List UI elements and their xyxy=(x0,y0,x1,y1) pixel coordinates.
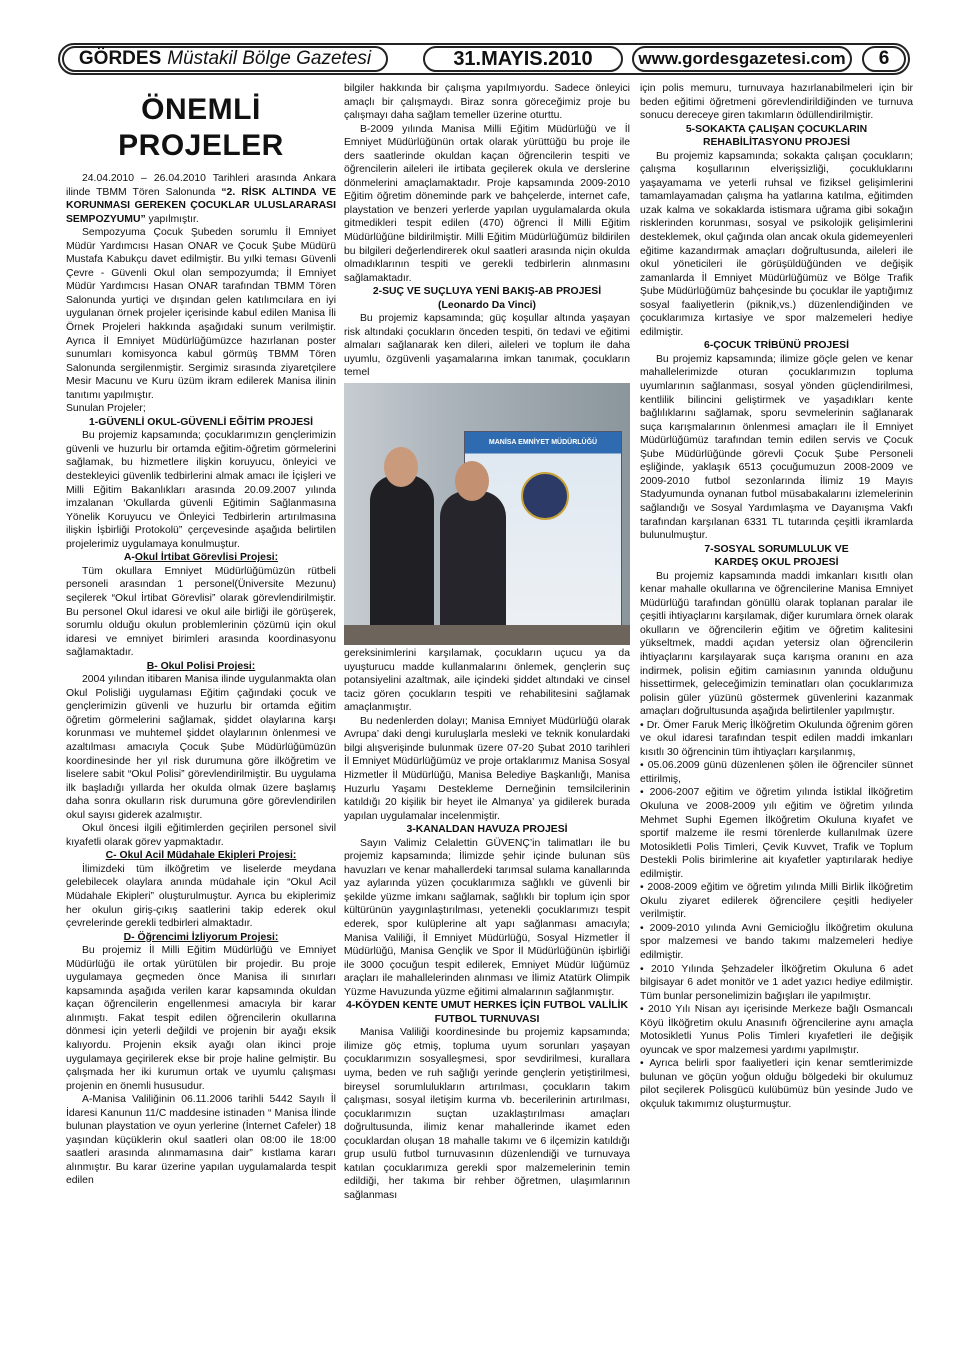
poster-title: MANİSA EMNİYET MÜDÜRLÜĞÜ xyxy=(488,439,598,447)
subsection-heading xyxy=(66,551,336,565)
section-heading: 5-SOKAKTA ÇALIŞAN ÇOCUKLARIN REHABİLİTASYONU PROJESİ xyxy=(685,123,868,149)
person-left xyxy=(370,475,434,645)
paragraph: Bu nedenlerden dolayı; Manisa Emniyet Müdürlüğü olarak Avrupa’ daki dengi kuruluşlarla mesleki ve teknik konulardaki bilgi alışverişinde bulunmak üzere 07-20 Şubat 2010 tarihleri İl Emniyet Müdürlüğümüz ve proje ortaklarımız Manisa Sosyal Hizmetler İl Müdürlüğü, Manisa Belediye Başkanlığı, Manisa Huzurlu Yaşamı Destekleme Derneğinin temsilcilerinin katıldığı 20 kişilik bir heyet ile Almanya’ ya gidilerek burada yapılan uygulamalar incelenmiştir. xyxy=(344,715,630,822)
paragraph: B-2009 yılında Manisa Milli Eğitim Müdürlüğü ve İl Emniyet Müdürlüğünün ortak olarak yürüttüğü bu proje ile ders saatlerinde okuldan kaçan öğrencilerin tespiti ve öğrencilerin aileleri ile irtibata geçilerek okula ve derslerine dönmelerini amaçlamaktadır. Proje kapsamında 2009-2010 Eğitim öğretim döneminde park ve bahçelerde, internet cafe, playstation ve benzeri yerlerde yapılan uygulamalarda okula gitmedikleri tespit edilen (470) öğrenci İl Milli Eğitim Müdürlüğüne bildirilmiştir. Milli Eğitim Müdürlüğümüz bildirilen bu bilgileri değerlendirerek okul saatleri arasında niçin okulda olmadıklarının tespiti ve gerekli tedbirlerin alınmasını sağlamaktadır. xyxy=(344,123,630,284)
subsection-letter: C- xyxy=(105,850,117,862)
issue-date: 31.MAYIS.2010 xyxy=(423,46,623,72)
paragraph: İlimizdeki tüm ilköğretim ve liselerde meydana gelebilecek olaylara anında müdahale için “Okul Acil Müdahale Ekipleri” oluşturulmuştur. Ayrıca bu ekiplerimiz her okulun giriş-çıkış saatlerini takip ederek okul çevrelerinde gerekli tedbirleri almaktadır. xyxy=(66,863,336,930)
subsection-title: Okul Acil Müdahale Ekipleri Projesi: xyxy=(116,850,297,862)
paragraph: Bu projemiz kapsamında; çocuklarımızın gençlerimizin güvenli ve huzurlu bir ortamda eğitim-öğretim görmelerini sağlamak, bu hizmetlere ilişkin koruyucu, önleyici ve destekleyici güvenlik tedbirlerini almak amacı ile İçişleri ve Milli Eğitim Bakanlıkları arasında 20.09.2007 yılında imzalanan ‘Okullarda güvenli Eğitimin Sağlanmasına Yönelik Koruyucu ve Önleyici Tedbirlerin artırılmasına ilişkin İşbirliği Protokolü” çerçevesinde aşağıda belirtilen projelerimiz uygulamaya konulmuştur. xyxy=(66,430,336,550)
section-heading: 4-KÖYDEN KENTE UMUT HERKES İÇİN FUTBOL VALİLİK FUTBOL TURNUVASI xyxy=(346,1000,628,1025)
police-emblem-icon xyxy=(521,472,569,520)
paragraph: Tüm okullara Emniyet Müdürlüğümüzün rütbeli personeli arasından 1 personel(Üniversite Mezunu) seçilerek “Okul İrtibat Görevlisi” olarak görevlendirilmiştir. Bu personel Okul idaresi ve okul aile birliği ile görüşerek, sorumlu olduğu okulun problemlerinin çözümü için okul idaresi ve emniyet birimleri arasında koordinasyonu sağlamaktadır. xyxy=(66,565,336,659)
subsection-letter: D- xyxy=(123,931,135,943)
bullet-item: • Dr. Ömer Faruk Meriç İlköğretim Okulunda öğrenim gören ve okul idaresi tarafından tespit edilen maddi imkanları kısıtlı 30 öğrencinin tüm ihtiyaçları karşılanmış, xyxy=(640,719,913,758)
subsection-title: Okul İrtibat Görevlisi Projesi: xyxy=(134,552,279,564)
subsection-letter: A- xyxy=(123,552,135,564)
paragraph: için polis memuru, turnuvaya hazırlanabilmeleri için bir beden eğitimi öğretmeni görevlendirildiğinden ve turnuva sonucu dereceye giren takımların ödüllendirilmiştir. xyxy=(640,83,913,122)
person-right xyxy=(440,491,506,645)
masthead xyxy=(62,46,388,72)
person-left-head xyxy=(384,447,418,487)
bullet-item: • 2006-2007 eğitim ve öğretim yılında İstiklal İlköğretim Okuluna ve 2008-2009 yılı eğitim ve öğretim yılında Mehmet Suphi Egemen İlköğretim Okuluna kıyafet ve sportif malzeme ile resmi törenlerde kullanılmak üzere Motosikletli Polis Timleri, Çevik Kuvvet, Trafik ve Toplum Destekli Polis birimlerine ait kıyafetler yaptırılarak hediye edilmiştir. xyxy=(640,787,913,880)
paragraph: 2004 yılından itibaren Manisa ilinde uygulanmakta olan Okul Polisliği uygulaması Eğitim çağındaki çocuk ve gençlerimizin güvenli ve huzurlu bir ortamda eğitim öğretim görmelerini sağlamak, şiddet olaylarına karşı korunması ve muhtemel şiddet olaylarının önlenmesi ve azaltılması amacıyla Çocuk Şube Müdürlüğümüzün koordinesinde her yıl risk durumuna göre ilköğretim ve liselere sabit “Okul Polisi” görevlendirilmiştir. Bu uygulama ilk başladığı yıllarda her okulda olmak üzere başlamış daha sonra okulların risk durumuna göre görevlendirilen okul sayısı giderek azalmıştır. xyxy=(66,674,336,821)
section-subheading: (Leonardo Da Vinci) xyxy=(438,299,536,311)
article-photo xyxy=(344,383,630,645)
paragraph: Bu projemiz kapsamında maddi imkanları kısıtlı olan kenar mahalle okullarına ve öğrencilerine Manisa Emniyet Müdürlüğü tarafından gönüllü olarak toplanan paralar ile çeşitli ihtiyaçlarını karşılamak, diğer kurumlara örnek olarak okulların ve öğrencilerin eğitim ve öğretim kalitesini yükseltmek, maddi açıdan yetersiz olan öğrencilerin ihtiyaçlarını karşılayarak suça karışma oranını en aza indirmek, polisin eğitim camiasının yanında olduğunu hissettirmek, geleceğimizin teminatları olan çocuklarımıza polisin güler yüzünü göstermek güvenlerini kazanmak amaçları doğrultusunda aşağıda belirtilenler yapılmıştır. xyxy=(640,570,913,718)
paragraph: bilgiler hakkında bir çalışma yapılmıyordu. Sadece önleyici amaçlı bir çalışmaydı. Biraz sonra göreceğimiz proje bu çalışmayı daha sağlam temeller üzerine oturttu. xyxy=(344,83,630,122)
paragraph: gereksinimlerini karşılamak, çocukların uçucu ya da uyuşturucu madde kullanmalarını önlemek, gençlerin suç potansiyelini azaltmak, aile içindeki şiddet altındaki ve cinsel taciz gören çocukların tespiti ve rehabilitesini sağlamak amaçlanmıştır. xyxy=(344,648,630,714)
column-3 xyxy=(640,82,913,1112)
subsection-title: Öğrencimi İzliyorum Projesi: xyxy=(134,931,279,943)
subsection-heading xyxy=(66,849,336,863)
intro-text: 24.04.2010 – 26.04.2010 Tarihleri arasında Ankara ilinde TBMM Tören Salonunda xyxy=(66,173,336,198)
publication-subtitle: Müstakil Bölge Gazetesi xyxy=(167,48,372,69)
symposium-name: “2. RİSK ALTINDA VE KORUNMASI GEREKEN ÇOCUKLAR ULUSLARARASI SEMPOZYUMU” xyxy=(66,186,336,225)
bullet-item: • 2009-2010 yılında Avni Gemicioğlu İlköğretim okuluna spor malzemesi ve bando takımı malzemeleri hediye edilmiştir. xyxy=(640,922,913,961)
article-title: ÖNEMLİ PROJELER xyxy=(118,93,284,162)
section-heading: KARDEŞ OKUL PROJESİ xyxy=(714,557,839,569)
paragraph: Bu projemiz kapsamında; ilimize göçle gelen ve kenar mahallelerimizde oturan çocuklarımızın topluma uyumlarının sağlanması, sosyal yönden güçlendirilmesi, kentlilik bilincini geliştirmek ve yaşadıkları kente bağlılıklarını sağlamak, sporu sevmelerinin sağlanarak suça karışmalarının önlenmesi amaçları ile İl Emniyet Müdürlüğümüz tarafından temin edilen servis ve Çocuk Şube Müdürlüğünde görevli Çocuk Şube Personeli eşliğinde, yaklaşık 6513 çocuğumuzun 2008-2009 ve 2009-2010 futbol sezonlarında İlimiz 19 Mayıs Stadyumunda oynanan futbol müsabakalarını izlemelerinin sağlandığı ve Sosyal Yardımlaşma ve Dayanışma Vakfı tarafından karşılanan 6331 TL tutarında çeşitli ikramlarda bulunulmuştur. xyxy=(640,353,913,542)
publication-name: GÖRDES xyxy=(78,48,162,69)
paragraph: Sayın Valimiz Celalettin GÜVENÇ’in talimatları ile bu projemiz kapsamında; İlimizde şehir içinde bulunan süs havuzları ve kenar mahallerdeki tarımsal sulama kanallarında yaz aylarında yüzen çocuklarımıza sağlıklı ve güvenli bir şekilde yüzme imkanı sağlamak, sağlıklı bir toplum için spor kültürünün yaygınlaştırılması, yetenekli çocuklarımızı tespit ederek, spor kulüplerine alt yapı sağlanması amacıyla; Manisa Valiliği, İl Emniyet Müdürlüğü, Sosyal Hizmetler İl Müdürlüğü, Manisa Gençlik ve Spor İl Müdürlüğünün işbirliği ile 3000 çocuğun tespit edilerek, Emniyet Müdür lüğümüz araçları ile mahallelerinden alınması ve İlimiz Atatürk Olimpik Yüzme Havuzunda yüzme eğitimi almalarının sağlanmıştır. xyxy=(344,837,630,998)
section-heading: 1-GÜVENLİ OKUL-GÜVENLİ EĞİTİM PROJESİ xyxy=(89,416,313,428)
paragraph: Sempozyuma Çocuk Şubeden sorumlu İl Emniyet Müdür Yardımcısı Hasan ONAR ve Çocuk Şube Müdürü Mustafa Kabukçu davet edilmiştir. Bu yılki teması Güvenli Çevre - Güvenli Okul olan sempozyumda; İl Emniyet Müdür Yardımcısı Hasan ONAR tarafından TBMM Tören Salonunda yurtiçi ve dışından gelen katılımcılara en iyi uygulanan örnek projeler içerisinde kabul edilen Manisa İli Örnek Projeleri hakkında aşağıdaki sunum verilmiştir. Ayrıca İl Emniyet Müdürlüğümüzce hazırlanan poster sunumları komisyonca kabul görmüş TBMM Tören Salonunda sergilenmiştir. Sergimiz sırasında ziyaretçilere Mesir Macunu ve Kuru üzüm ikram edilerek Manisa ilinin tanıtımı yapılmıştır. xyxy=(66,227,336,401)
paragraph: Bu projemiz İl Milli Eğitim Müdürlüğü ve Emniyet Müdürlüğü ile ortak yürütülen bir projedir. Bu proje uygulamaya geçmeden önce Manisa ili sınırları kapsamında aşağıda verilen karar kapsamında okuldan kaçan öğrencilerin engellenmesi amacıyla bir karar alınmıştı. Fakat tespit edilen öğrencilerin okullarına dönmesi için yeterli değildi ve projenin bir ayağı eksik kalıyordu. Projenin eksik ayağı olan ikinci proje uygulamaya geçirilerek ekse bir proje haline gelmiştir. Bu çalışmada her iki kurumun ortak ve uyumlu çalışması projenin en önemli hususudur. xyxy=(66,945,336,1092)
bullet-item: • 2008-2009 eğitim ve öğretim yılında Milli Birlik İlköğretim Okulu ziyaret edilerek öğrencilere çeşitli hediyeler verilmiştir. xyxy=(640,882,913,921)
subsection-heading xyxy=(66,660,336,674)
page-number: 6 xyxy=(862,46,906,72)
column-2 xyxy=(344,82,630,1202)
paragraph: Bu projemiz kapsamında; sokakta çalışan çocukların; çalışma koşullarının elverişsizliği, çocukluklarını yaşayamama ve yeterli ruhsal ve fiziksel gelişimlerini tamamlayamadan çalışma ha yatlarına katılma, eğitimden uzak kalma ve sokaklarda istismara uğrama gibi sokağın risklerinden korunması, sosyal ve psikolojik gelişimlerini desteklemek, okul çağında olan ancak okula gidemeyenleri eğitime kazandırmak amaçları doğrultusunda, aileleri ile okul yöneticileri ile görüşüldüğünden ve değişik zamanlarda İl Emniyet Müdürlüğümüz ve Bölge Trafik Şube Müdürlüğümüz bahçesinde bu çocuklar ile yaptığımız sosyal faaliyetlerin (piknik,vs.) düzenlendiğinden ve çocuklarımıza kırtasiye ve spor malzemeleri hediye edilmiştir. xyxy=(640,150,913,338)
section-heading: 2-SUÇ VE SUÇLUYA YENİ BAKIŞ-AB PROJESİ xyxy=(372,286,602,298)
section-heading: 7-SOSYAL SORUMLULUK VE xyxy=(704,543,849,555)
website-link[interactable]: www.gordesgazetesi.com xyxy=(632,46,852,72)
paragraph: Manisa Valiliği koordinesinde bu projemiz kapsamında; ilimize göç etmiş, topluma uyum sorunları yaşayan çocuklarımızın sosyalleşmesi, spor sevdirilmesi, kurallara uyma, beden ve ruh sağlığı yerinde gençlerin yetiştirilmesi, bireysel sorumlulukların artırılması, çocukların takım çalışması, sosyal iletişim kurma vb. becerilerinin artırılması, çocuklarımızın suçtan uzaklaştırılması amaçları doğrultusunda, ilimiz kenar mahallerinde ikamet eden çocuklardan oluşan 18 mahalle takımı ve 6 ilçemizin katıldığı grup usulü futbol turnuvasının düzenlendiği ve turnuvaya katılan çocuklarımıza gerekli spor malzemelerinin temin edildiği, her takıma bir rehber öğretmen, ulaşımlarının sağlanması xyxy=(344,1027,630,1201)
paragraph: Sunulan Projeler; xyxy=(66,403,146,415)
person-right-head xyxy=(455,461,489,501)
subsection-heading xyxy=(66,931,336,945)
subsection-title: Okul Polisi Projesi: xyxy=(157,660,256,672)
section-heading: 3-KANALDAN HAVUZA PROJESİ xyxy=(406,824,568,836)
intro-paragraph xyxy=(66,172,336,226)
bullet-item: • Ayrıca belirli spor faaliyetleri için kenar semtlerimizde bulunan ve göçün yoğun olduğu bölgedeki bir okulumuz pilot seçilerek Polisgücü kulübümüz bün yesinde Judo ve okçuluk takımımız oluşturmuştur. xyxy=(640,1058,913,1111)
column-1 xyxy=(66,82,336,1188)
intro-text-end: yapılmıştır. xyxy=(145,213,199,225)
paragraph: Okul öncesi ilgili eğitimlerden geçirilen personel sivil kıyafetli olarak görev yapmaktadır. xyxy=(66,823,336,848)
paragraph: A-Manisa Valiliğinin 06.11.2006 tarihli 5442 Sayılı İl İdaresi Kanunun 11/C maddesine istinaden “ Manisa İlinde bulunan playstation ve oyun yerlerine (İnternet Cafeler) 18 yaşından küçüklerin okul saatleri olan 08:00 ile 18:00 saatleri arasında alınmamasına dair” kıstlama kararı alınmıştır. Bu karar üzerine yapılan uygulamalarda tespit edilen xyxy=(66,1094,336,1187)
bullet-item: • 2010 Yılında Şehzadeler İlköğretim Okuluna 6 adet bilgisayar 6 adet monitör ve 1 adet yazıcı hediye edilmiştir. Tüm bunlar personelimizin bağışları ile yapılmıştır. xyxy=(640,963,913,1002)
section-heading: 6-ÇOCUK TRİBÜNÜ PROJESİ xyxy=(704,340,849,352)
bullet-item: • 2010 Yılı Nisan ayı içerisinde Merkeze bağlı Osmancalı Köyü İlköğretim okulu Anasınıfı öğrencilerine aynı amaçla Motosikletli Yunus Polis Timleri kıyafetleri ile değişik oyuncak ve spor malzemesi yardımı yapılmıştır. xyxy=(640,1004,913,1056)
paragraph: Bu projemiz kapsamında; güç koşullar altında yaşayan risk altındaki çocukların önceden tespiti, ön tedavi ve eğitimi almaları sağlanarak ken dileri, aileleri ve toplum ile daha uyumlu, özgüvenli yaşamalarına imkan tanımak, çocukların temel xyxy=(344,313,630,379)
subsection-letter: B- xyxy=(146,660,158,672)
bullet-item: • 05.06.2009 günü düzenlenen şölen ile öğrenciler sünnet ettirilmiş, xyxy=(640,760,913,785)
photo-floor xyxy=(344,625,630,645)
